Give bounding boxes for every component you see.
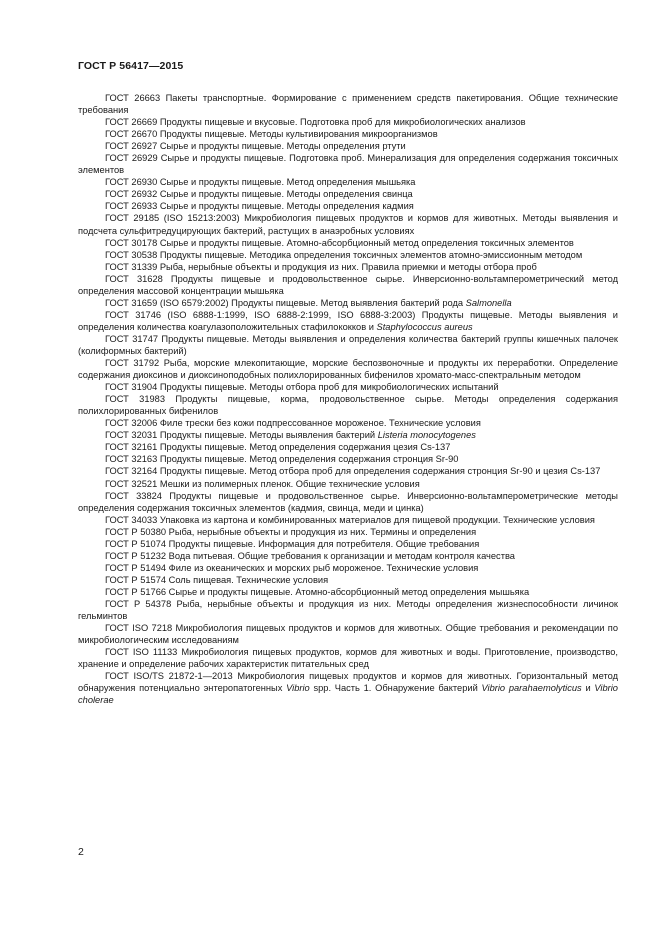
entry-text: ГОСТ ISO/TS 21872-1—2013 Микробиология пищевых продуктов и кормов для животных. Горизонтальный метод обнаружения потенциально энтеропатогенных — [78, 671, 618, 694]
reference-entry — [78, 441, 618, 453]
reference-entry — [78, 333, 618, 357]
reference-entry — [78, 381, 618, 393]
entry-text: и — [581, 683, 595, 694]
entry-text: ГОСТ 31904 Продукты пищевые. Методы отбора проб для микробиологических испытаний — [105, 382, 499, 393]
italic-term: Vibrio — [286, 683, 310, 694]
document-header: ГОСТ Р 56417—2015 — [78, 60, 184, 72]
entry-text: spp. Часть 1. Обнаружение бактерий — [309, 683, 482, 694]
entry-text: ГОСТ Р 51766 Сырье и продукты пищевые. Атомно-абсорбционный метод определения мышьяка — [105, 586, 530, 597]
entry-text: ГОСТ 32006 Филе трески без кожи подпрессованное мороженое. Технические условия — [105, 418, 481, 429]
italic-term: Listeria monocytogenes — [377, 430, 476, 441]
reference-entry — [78, 622, 618, 646]
entry-text: ГОСТ 31792 Рыба, морские млекопитающие, морские беспозвоночные и продукты их переработки. Определение содержания диоксинов и диоксиноподобных полихлорированных бифенилов хромато-масс-спектральным методом — [78, 358, 618, 381]
reference-entry — [78, 453, 618, 465]
reference-entry — [78, 598, 618, 622]
reference-entry — [78, 514, 618, 526]
entry-text: ГОСТ 31628 Продукты пищевые и продовольственное сырье. Инверсионно-вольтамперометрический метод определения массовой концентрации мышьяка — [78, 273, 618, 296]
reference-entry — [78, 670, 618, 706]
reference-entry — [78, 297, 618, 309]
reference-entry — [78, 152, 618, 176]
reference-entry — [78, 249, 618, 261]
entry-text: ГОСТ 31746 (ISO 6888-1:1999, ISO 6888-2:1999, ISO 6888-3:2003) Продукты пищевые. Методы выявления и определения количества коагулазоположительных стафилококков и — [78, 309, 618, 332]
entry-text: ГОСТ 30178 Сырье и продукты пищевые. Атомно-абсорбционный метод определения токсичных элементов — [105, 237, 574, 248]
entry-text: ГОСТ Р 50380 Рыба, нерыбные объекты и продукция из них. Термины и определения — [105, 526, 477, 537]
reference-entry — [78, 116, 618, 128]
entry-text: ГОСТ Р 51074 Продукты пищевые. Информация для потребителя. Общие требования — [105, 538, 480, 549]
entry-text: ГОСТ Р 54378 Рыба, нерыбные объекты и продукция из них. Методы определения жизнеспособности личинок гельминтов — [78, 598, 618, 622]
entry-text: ГОСТ 34033 Упаковка из картона и комбинированных материалов для пищевой продукции. Технические условия — [105, 514, 595, 525]
reference-entry — [78, 538, 618, 550]
page-number: 2 — [78, 846, 84, 858]
reference-entry — [78, 429, 618, 441]
reference-entry — [78, 140, 618, 152]
entry-text: ГОСТ 29185 (ISO 15213:2003) Микробиология пищевых продуктов и кормов для животных. Методы выявления и подсчета сульфитредуцирующих бактерий, растущих в анаэробных условиях — [78, 213, 618, 236]
italic-term: Salmonella — [465, 297, 512, 308]
entry-text: ГОСТ 26669 Продукты пищевые и вкусовые. Подготовка проб для микробиологических анализов — [105, 117, 526, 128]
reference-list — [78, 92, 618, 706]
entry-text: ГОСТ 26933 Сырье и продукты пищевые. Методы определения кадмия — [105, 201, 414, 212]
entry-text: ГОСТ 26932 Сырье и продукты пищевые. Методы определения свинца — [105, 189, 413, 200]
entry-text: ГОСТ 31983 Продукты пищевые, корма, продовольственное сырье. Методы определения содержания полихлорированных бифенилов — [78, 394, 618, 417]
entry-text: ГОСТ 33824 Продукты пищевые и продовольственное сырье. Инверсионно-вольтамперометрические методы определения содержания токсичных элементов (кадмия, свинца, меди и цинка) — [78, 490, 618, 513]
reference-entry — [78, 261, 618, 273]
reference-entry — [78, 92, 618, 116]
reference-entry — [78, 273, 618, 297]
reference-entry — [78, 309, 618, 333]
reference-entry — [78, 562, 618, 574]
reference-entry — [78, 465, 618, 477]
entry-text: ГОСТ Р 51232 Вода питьевая. Общие требования к организации и методам контроля качества — [105, 550, 515, 561]
reference-entry — [78, 490, 618, 514]
reference-entry — [78, 550, 618, 562]
entry-text: ГОСТ 30538 Продукты пищевые. Методика определения токсичных элементов атомно-эмиссионным методом — [105, 249, 583, 260]
italic-term: Vibrio parahaemolyticus — [481, 683, 582, 694]
entry-text: ГОСТ 32161 Продукты пищевые. Метод определения содержания цезия Cs-137 — [105, 442, 451, 453]
reference-entry — [78, 200, 618, 212]
reference-entry — [78, 574, 618, 586]
reference-entry — [78, 393, 618, 417]
reference-entry — [78, 646, 618, 670]
italic-term: Vibrio cholerae — [78, 683, 618, 706]
reference-entry — [78, 526, 618, 538]
entry-text: ГОСТ 32163 Продукты пищевые. Метод определения содержания стронция Sr-90 — [105, 454, 459, 465]
reference-entry — [78, 188, 618, 200]
entry-text: ГОСТ 26930 Сырье и продукты пищевые. Метод определения мышьяка — [105, 177, 416, 188]
reference-entry — [78, 237, 618, 249]
entry-text: ГОСТ 32031 Продукты пищевые. Методы выявления бактерий — [105, 430, 378, 441]
entry-text: ГОСТ 26927 Сырье и продукты пищевые. Методы определения ртути — [105, 141, 406, 152]
entry-text: ГОСТ 31659 (ISO 6579:2002) Продукты пищевые. Метод выявления бактерий рода — [105, 297, 466, 308]
entry-text: ГОСТ 31339 Рыба, нерыбные объекты и продукция из них. Правила приемки и методы отбора проб — [105, 261, 537, 272]
reference-entry — [78, 176, 618, 188]
entry-text: ГОСТ 26929 Сырье и продукты пищевые. Подготовка проб. Минерализация для определения содержания токсичных элементов — [78, 153, 618, 176]
entry-text: ГОСТ 26663 Пакеты транспортные. Формирование с применением средств пакетирования. Общие технические требования — [78, 93, 618, 116]
entry-text: ГОСТ ISO 7218 Микробиология пищевых продуктов и кормов для животных. Общие требования и рекомендации по микробиологическим исследованиям — [78, 623, 618, 646]
entry-text: ГОСТ Р 51494 Филе из океанических и морских рыб мороженое. Технические условия — [105, 562, 479, 573]
reference-entry — [78, 357, 618, 381]
entry-text: ГОСТ 32164 Продукты пищевые. Метод отбора проб для определения содержания стронция Sr-90 и цезия Cs-137 — [105, 466, 601, 477]
entry-text: ГОСТ 32521 Мешки из полимерных пленок. Общие технические условия — [105, 478, 420, 489]
italic-term: Staphylococcus aureus — [376, 321, 473, 332]
reference-entry — [78, 417, 618, 429]
entry-text: ГОСТ 26670 Продукты пищевые. Методы культивирования микроорганизмов — [105, 129, 438, 140]
reference-entry — [78, 212, 618, 236]
entry-text: ГОСТ ISO 11133 Микробиология пищевых продуктов, кормов для животных и воды. Приготовление, производство, хранение и определение рабочих характеристик питательных сред — [78, 647, 618, 670]
reference-entry — [78, 478, 618, 490]
reference-entry — [78, 586, 618, 598]
entry-text: ГОСТ Р 51574 Соль пищевая. Технические условия — [105, 574, 329, 585]
reference-entry — [78, 128, 618, 140]
entry-text: ГОСТ 31747 Продукты пищевые. Методы выявления и определения количества бактерий группы кишечных палочек (колиформных бактерий) — [78, 333, 618, 356]
